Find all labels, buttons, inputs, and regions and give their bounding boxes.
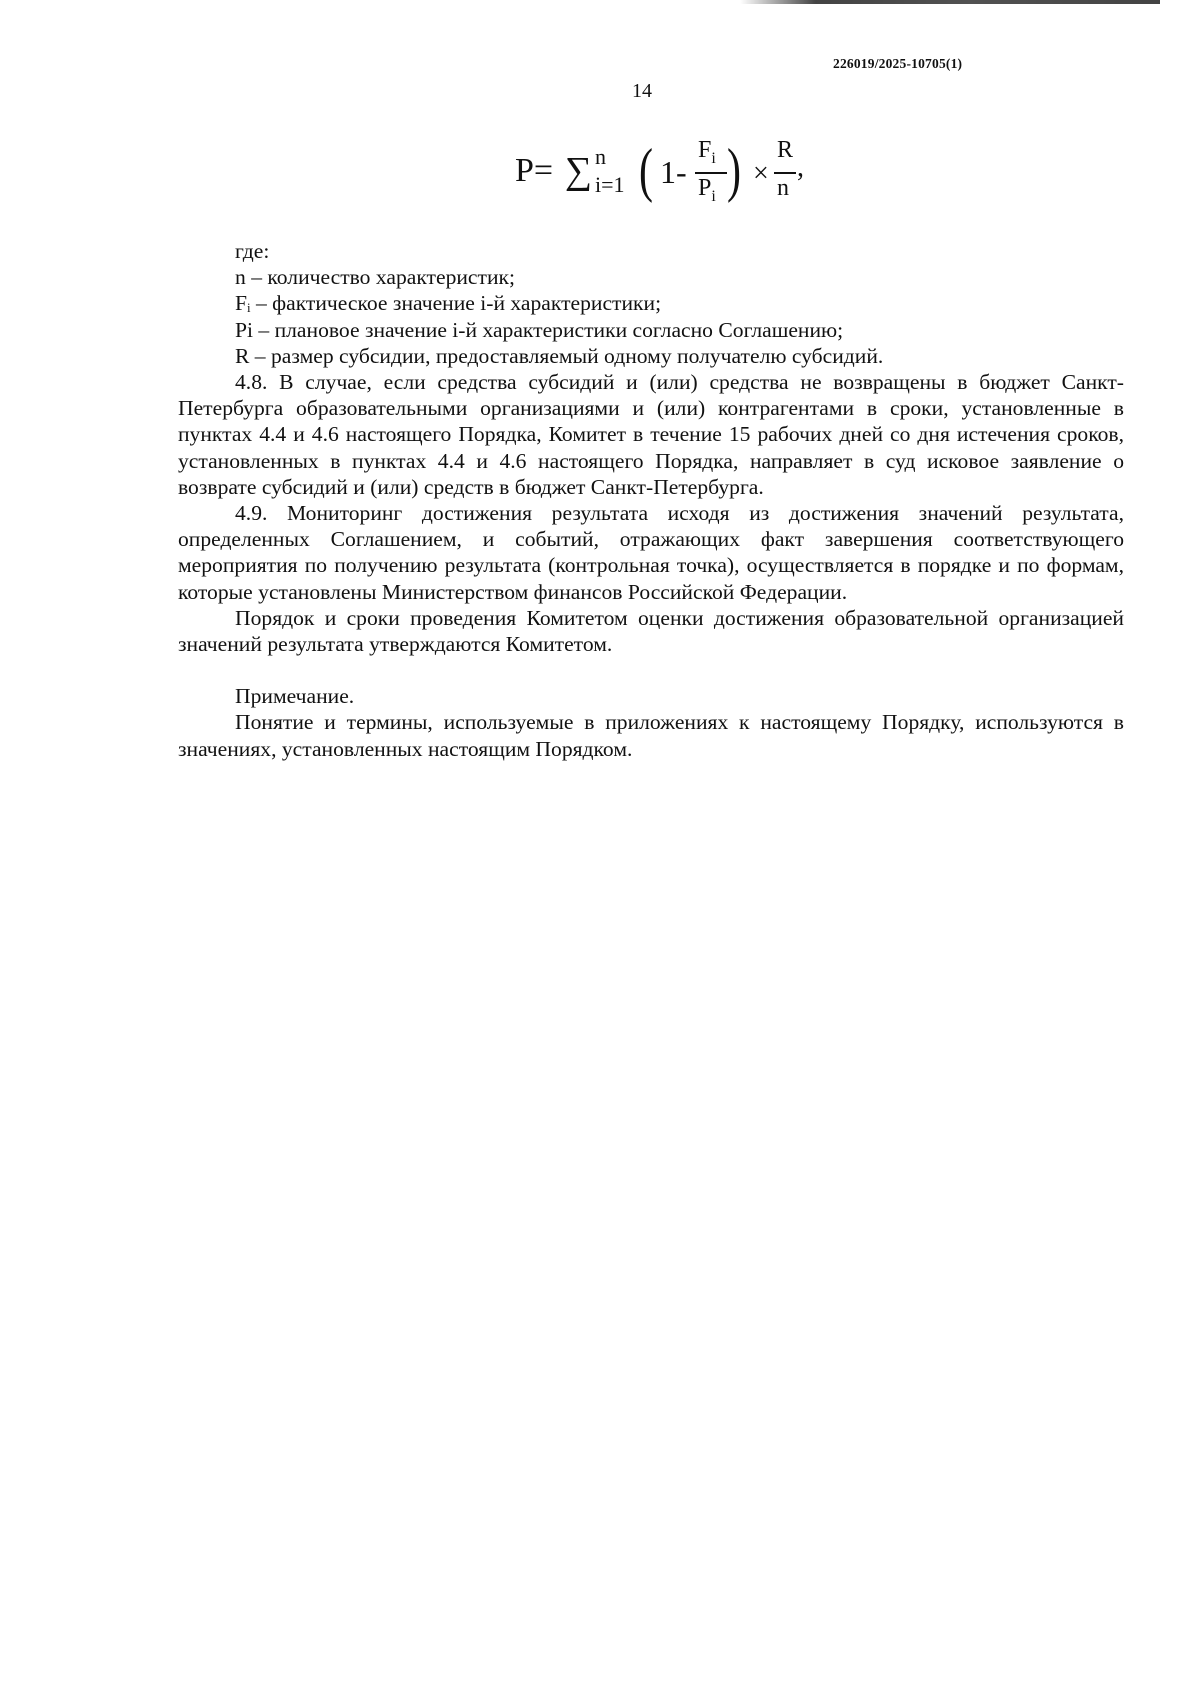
formula-paren-close: ) bbox=[727, 137, 741, 203]
definition-r: R – размер субсидии, предоставляемый одному получателю субсидий. bbox=[235, 343, 884, 368]
definition-p: Pi – плановое значение i-й характеристики согласно Соглашению; bbox=[235, 317, 844, 342]
spacer bbox=[178, 657, 1124, 683]
definition-n: n – количество характеристик; bbox=[235, 265, 516, 290]
paragraph-4-8: 4.8. В случае, если средства субсидий и (или) средства не возвращены в бюджет Санкт-Петербурга образовательными организациями и (или) контрагентами в сроки, установленные в пунктах 4.4 и 4.6 настоящего Порядка, Комитет в течение 15 рабочих дней со дня истечения сроков, установленных в пунктах 4.4 и 4.6 настоящего Порядка, направляет в суд исковое заявление о возврате субсидий и (или) средств в бюджет Санкт-Петербурга. bbox=[178, 370, 1124, 499]
formula-sum-sign: ∑ bbox=[565, 150, 593, 192]
formula-frac2-denominator: n bbox=[777, 175, 789, 201]
page-number: 14 bbox=[632, 80, 652, 102]
formula-paren-open: ( bbox=[639, 137, 653, 203]
formula bbox=[515, 132, 825, 212]
scan-edge-mark bbox=[740, 0, 1160, 4]
document-body bbox=[178, 238, 1124, 762]
note-text: Понятие и термины, используемые в приложениях к настоящему Порядку, используются в значениях, установленных настоящим Порядком. bbox=[178, 710, 1124, 761]
formula-frac2-numerator: R bbox=[777, 137, 794, 163]
definition-f: Fᵢ – фактическое значение i-й характеристики; bbox=[235, 291, 662, 316]
definitions-intro: где: bbox=[235, 239, 270, 263]
formula-one-minus: 1- bbox=[660, 154, 687, 190]
paragraph-4-9: 4.9. Мониторинг достижения результата исходя из достижения значений результата, определенных Соглашением, и событий, отражающих факт завершения соответствующего мероприятия по получению результата (контрольная точка), осуществляется в порядке и по формам, которые установлены Министерством финансов Российской Федерации. bbox=[178, 501, 1124, 604]
formula-sum-lower: i=1 bbox=[595, 172, 625, 197]
formula-times: × bbox=[753, 158, 769, 189]
note-title: Примечание. bbox=[235, 684, 355, 709]
formula-lhs: P= bbox=[515, 152, 554, 189]
paragraph-order: Порядок и сроки проведения Комитетом оценки достижения образовательной организацией значений результата утверждаются Комитетом. bbox=[178, 605, 1124, 657]
document-number: 226019/2025-10705(1) bbox=[833, 56, 963, 71]
formula-comma: , bbox=[797, 152, 804, 183]
formula-sum-upper: n bbox=[595, 144, 606, 169]
formula-frac1-denominator: $P_i$ bbox=[698, 175, 716, 205]
formula-frac1-numerator: $F_i$ bbox=[698, 137, 716, 167]
